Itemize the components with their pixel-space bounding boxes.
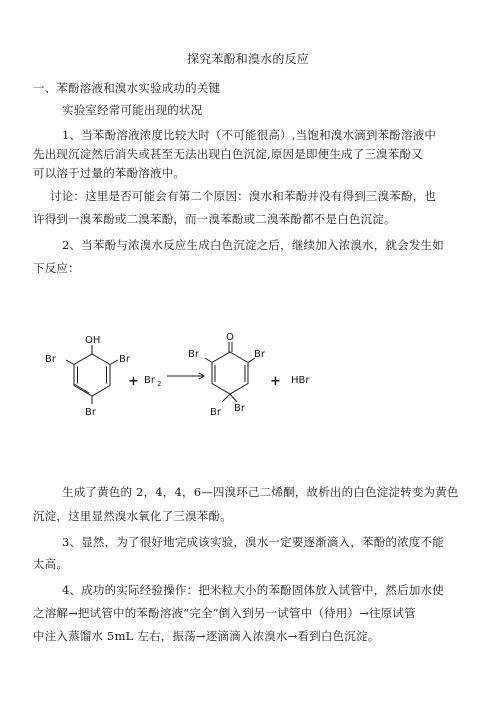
paragraph-6-line-3: 中注入蒸馏水 5mL 左右，振荡→逐滴滴入浓溴水→看到白色沉淀。 <box>33 629 380 643</box>
plus-sign-2: + <box>270 374 281 389</box>
paragraph-5-line-1: 3、显然，为了很好地完成该实验，溴水一定要逐渐滴入，苯酚的浓度不能 <box>62 535 444 549</box>
paragraph-2-line-2: 许得到一溴苯酚或二溴苯酚，而一溴苯酚或二溴苯酚都不是白色沉淀。 <box>33 212 396 226</box>
paragraph-1-line-3: 可以溶于过量的苯酚溶液中。 <box>33 166 186 180</box>
tribromophenol-structure <box>66 345 118 404</box>
paragraph-1-line-1: 1、当苯酚溶液浓度比较大时（不可能很高）,当饱和溴水滴到苯酚溶液中 <box>62 128 437 142</box>
tetrabromocyclohexadienone-structure <box>205 342 255 402</box>
o-label: O <box>226 333 234 343</box>
br-label-right: Br <box>119 354 130 365</box>
br-label-left: Br <box>45 354 56 365</box>
paragraph-2-line-1: 讨论：这里是否可能会有第二个原因：溴水和苯酚并没有得到三溴苯酚，也 <box>50 189 437 203</box>
br2-label: Br <box>144 375 155 386</box>
paragraph-6-line-2: 之溶解→把试管中的苯酚溶液“完全”倒入到另一试管中（待用）→往原试管 <box>33 606 416 620</box>
reaction-arrow <box>167 373 204 379</box>
oh-label: OH <box>85 335 101 346</box>
hbr-label: HBr <box>291 375 310 386</box>
paragraph-4-line-2: 沉淀，这里显然溴水氧化了三溴苯酚。 <box>33 509 232 523</box>
paragraph-3-line-1: 2、当苯酚与浓溴水反应生成白色沉淀之后，继续加入浓溴水，就会发生如 <box>62 238 444 252</box>
br-label-dienone-bottom-left: Br <box>210 407 221 418</box>
plus-sign-1: + <box>128 374 139 389</box>
paragraph-3-line-2: 下反应： <box>33 261 80 275</box>
section-heading: 一、苯酚溶液和溴水实验成功的关键 <box>33 81 221 95</box>
br-label-dienone-left: Br <box>188 349 199 360</box>
paragraph-1-line-2: 先出现沉淀然后消失或甚至无法出现白色沉淀,原因是即便生成了三溴苯酚又 <box>33 147 423 161</box>
br-label-bottom: Br <box>85 407 96 418</box>
br2-subscript: 2 <box>157 380 162 388</box>
br-label-dienone-right: Br <box>254 349 265 360</box>
reaction-equation <box>40 333 460 428</box>
paragraph-6-line-1: 4、成功的实际经验操作：把米粒大小的苯酚固体放入试管中，然后加水使 <box>62 583 444 597</box>
sub-heading: 实验室经常可能出现的状况 <box>62 103 203 117</box>
page-title: 探究苯酚和溴水的反应 <box>186 52 309 66</box>
br-label-dienone-bottom-right: Br <box>234 403 245 414</box>
paragraph-4-line-1: 生成了黄色的 2，4，4，6—四溴环己二烯酮，故析出的白色淀淀转变为黄色 <box>62 485 459 499</box>
paragraph-5-line-2: 太高。 <box>33 557 69 571</box>
